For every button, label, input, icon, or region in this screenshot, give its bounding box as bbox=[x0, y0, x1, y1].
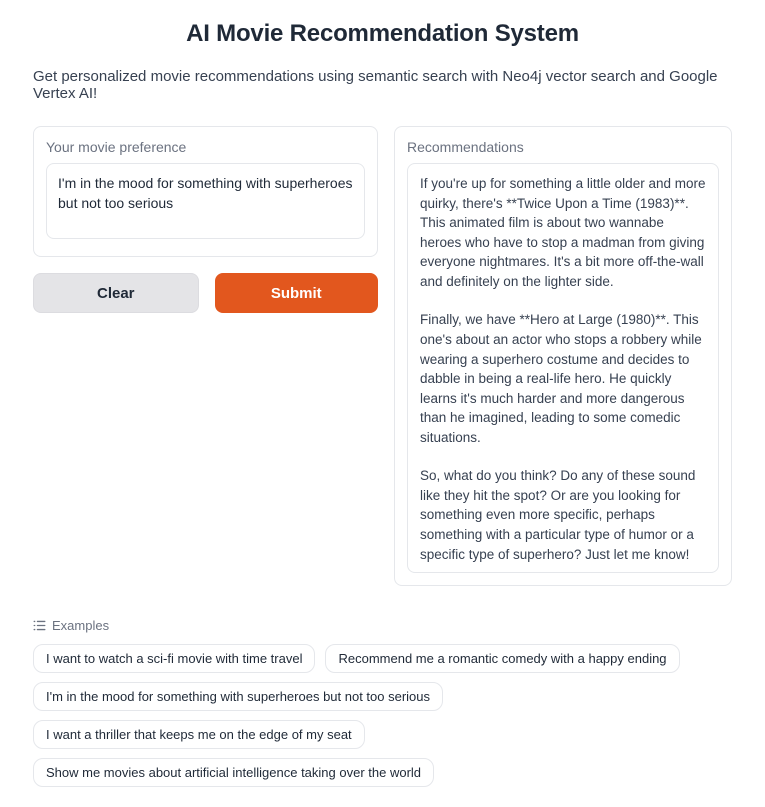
list-icon bbox=[33, 619, 46, 632]
examples-row bbox=[33, 682, 443, 711]
examples-header bbox=[33, 618, 732, 633]
example-chip[interactable]: I want a thriller that keeps me on the edge of my seat bbox=[33, 720, 365, 749]
examples-row bbox=[33, 758, 434, 787]
preference-input[interactable] bbox=[46, 163, 365, 239]
page-title: AI Movie Recommendation System bbox=[186, 20, 579, 47]
recommendations-label: Recommendations bbox=[407, 139, 524, 155]
recommendations-output[interactable] bbox=[407, 163, 719, 573]
recommendation-paragraph: So, what do you think? Do any of these sound like they hit the spot? Or are you looking for something even more specific, perhaps something with a particular type of humor or a specific type of superhero? Just let me know! bbox=[420, 468, 696, 562]
page-subtitle: Get personalized movie recommendations using semantic search with Neo4j vector search and Google Vertex AI! bbox=[33, 68, 718, 102]
examples-list bbox=[33, 644, 732, 787]
example-chip[interactable]: I'm in the mood for something with superheroes but not too serious bbox=[33, 682, 443, 711]
input-column bbox=[33, 126, 378, 313]
examples-section bbox=[33, 618, 732, 787]
recommendation-paragraph: Finally, we have **Hero at Large (1980)**. This one's about an actor who stops a robbery while wearing a superhero costume and decides to dabble in being a real-life hero. He quickly learns it's much harder and more dangerous than he imagined, leading to some comedic situations. bbox=[420, 312, 702, 445]
recommendations-panel bbox=[394, 126, 732, 586]
examples-label: Examples bbox=[52, 618, 110, 633]
recommendation-paragraph: If you're up for something a little older and more quirky, there's **Twice Upon a Time (1983)**. This animated film is about two wannabe heroes who have to stop a madman from giving everyone nightmares. It's a bit more off-the-wall and definitely on the lighter side. bbox=[420, 176, 706, 289]
preference-label: Your movie preference bbox=[46, 139, 187, 155]
example-chip[interactable]: Show me movies about artificial intelligence taking over the world bbox=[33, 758, 434, 787]
output-column bbox=[394, 126, 732, 586]
examples-row bbox=[33, 644, 680, 673]
clear-button[interactable]: Clear bbox=[33, 273, 199, 313]
examples-row bbox=[33, 720, 365, 749]
example-chip[interactable]: Recommend me a romantic comedy with a happy ending bbox=[325, 644, 679, 673]
button-row bbox=[33, 273, 378, 313]
main-row bbox=[33, 126, 732, 586]
preference-panel bbox=[33, 126, 378, 257]
example-chip[interactable]: I want to watch a sci-fi movie with time travel bbox=[33, 644, 315, 673]
submit-button[interactable]: Submit bbox=[215, 273, 379, 313]
